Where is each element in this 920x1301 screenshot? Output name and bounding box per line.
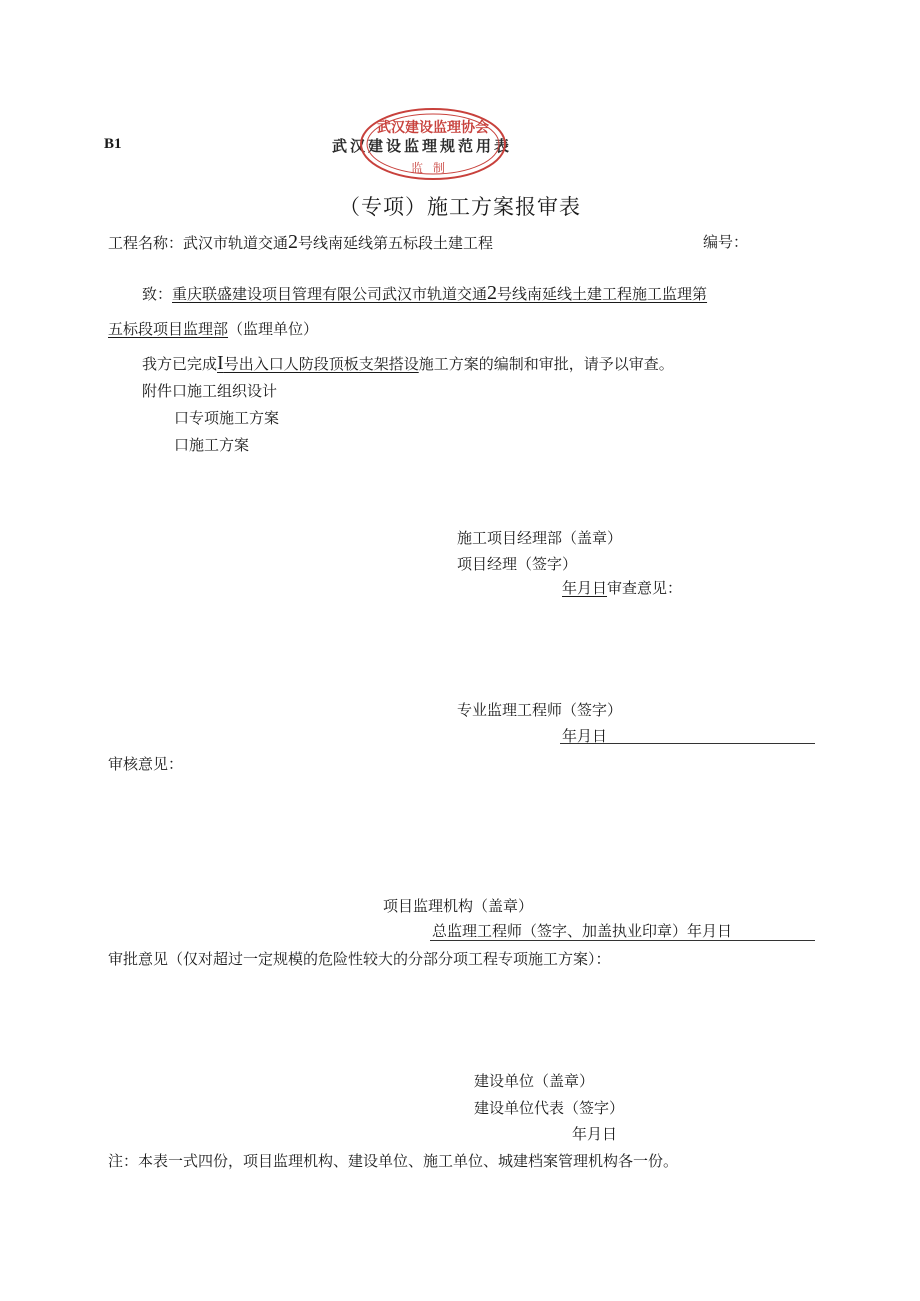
addressee-prefix: 致：: [142, 285, 173, 303]
review-section-divider: [560, 743, 815, 744]
engineer-sign-label: 专业监理工程师（签字）: [457, 701, 623, 719]
contractor-date: 年月日: [562, 579, 608, 597]
svg-text:监制: 监制: [410, 161, 456, 175]
review-date: 年月日: [562, 727, 608, 745]
footnote: 注：本表一式四份，项目监理机构、建设单位、施工单位、城建档案管理机构各一份。: [108, 1152, 679, 1170]
audit-opinion-label: 审核意见：: [108, 755, 184, 773]
contractor-dept-seal-label: 施工项目经理部（盖章）: [457, 529, 623, 547]
audit-date: 年月日: [687, 922, 733, 940]
project-name-part2: 号线南延线第五标段土建工程: [298, 234, 494, 252]
owner-rep-sign-label: 建设单位代表（签字）: [474, 1099, 625, 1117]
statement-prefix: 我方已完成: [142, 355, 218, 373]
form-number-label: 编号：: [703, 233, 749, 251]
form-code: B1: [104, 136, 122, 152]
project-name-part1: 武汉市轨道交通: [183, 234, 289, 252]
chief-engineer-sign-label: 总监理工程师（签字、加盖执业印章）: [432, 922, 688, 940]
project-name-label: 工程名称：: [108, 234, 184, 252]
addressee-suffix: （监理单位）: [228, 320, 319, 338]
attachment-option-special-plan[interactable]: 口专项施工方案: [174, 409, 280, 427]
statement-line: [142, 352, 674, 375]
audit-section-divider: [430, 940, 815, 941]
review-opinion-label: 审查意见：: [607, 579, 683, 597]
svg-text:武汉建设监理协会: 武汉建设监理协会: [377, 120, 489, 136]
supervision-unit-name-cont: 五标段项目监理部: [108, 320, 229, 338]
statement-suffix: 施工方案的编制和审批，请予以审查。: [418, 355, 674, 373]
contractor-date-row: [562, 577, 682, 598]
attachment-option-org-design[interactable]: 口施工组织设计: [172, 382, 278, 400]
chief-engineer-row: [432, 920, 732, 941]
attachment-label: 附件: [142, 382, 173, 400]
project-name-number: 2: [288, 231, 299, 253]
supervision-unit-name: 重庆联盛建设项目管理有限公司武汉市轨道交通2号线南延线土建工程施工监理第: [172, 282, 708, 304]
attachment-option-construction-plan[interactable]: 口施工方案: [174, 436, 250, 454]
attachment-row-1: [142, 380, 277, 401]
plan-subject: I号出入口人防段顶板支架搭设: [217, 352, 419, 374]
owner-unit-seal-label: 建设单位（盖章）: [474, 1072, 595, 1090]
approval-opinion-label: 审批意见（仅对超过一定规模的危险性较大的分部分项工程专项施工方案）：: [108, 950, 611, 968]
association-line: 武汉建设监理规范用表: [332, 137, 513, 155]
supervision-org-seal-label: 项目监理机构（盖章）: [383, 897, 534, 915]
addressee-line-2: [108, 318, 318, 339]
addressee-line-1: [142, 282, 707, 305]
project-manager-sign-label: 项目经理（签字）: [457, 555, 578, 573]
project-name-row: [108, 231, 493, 254]
page-title: （专项）施工方案报审表: [339, 195, 581, 219]
association-seal: [358, 106, 508, 182]
approval-date: 年月日: [572, 1125, 618, 1143]
